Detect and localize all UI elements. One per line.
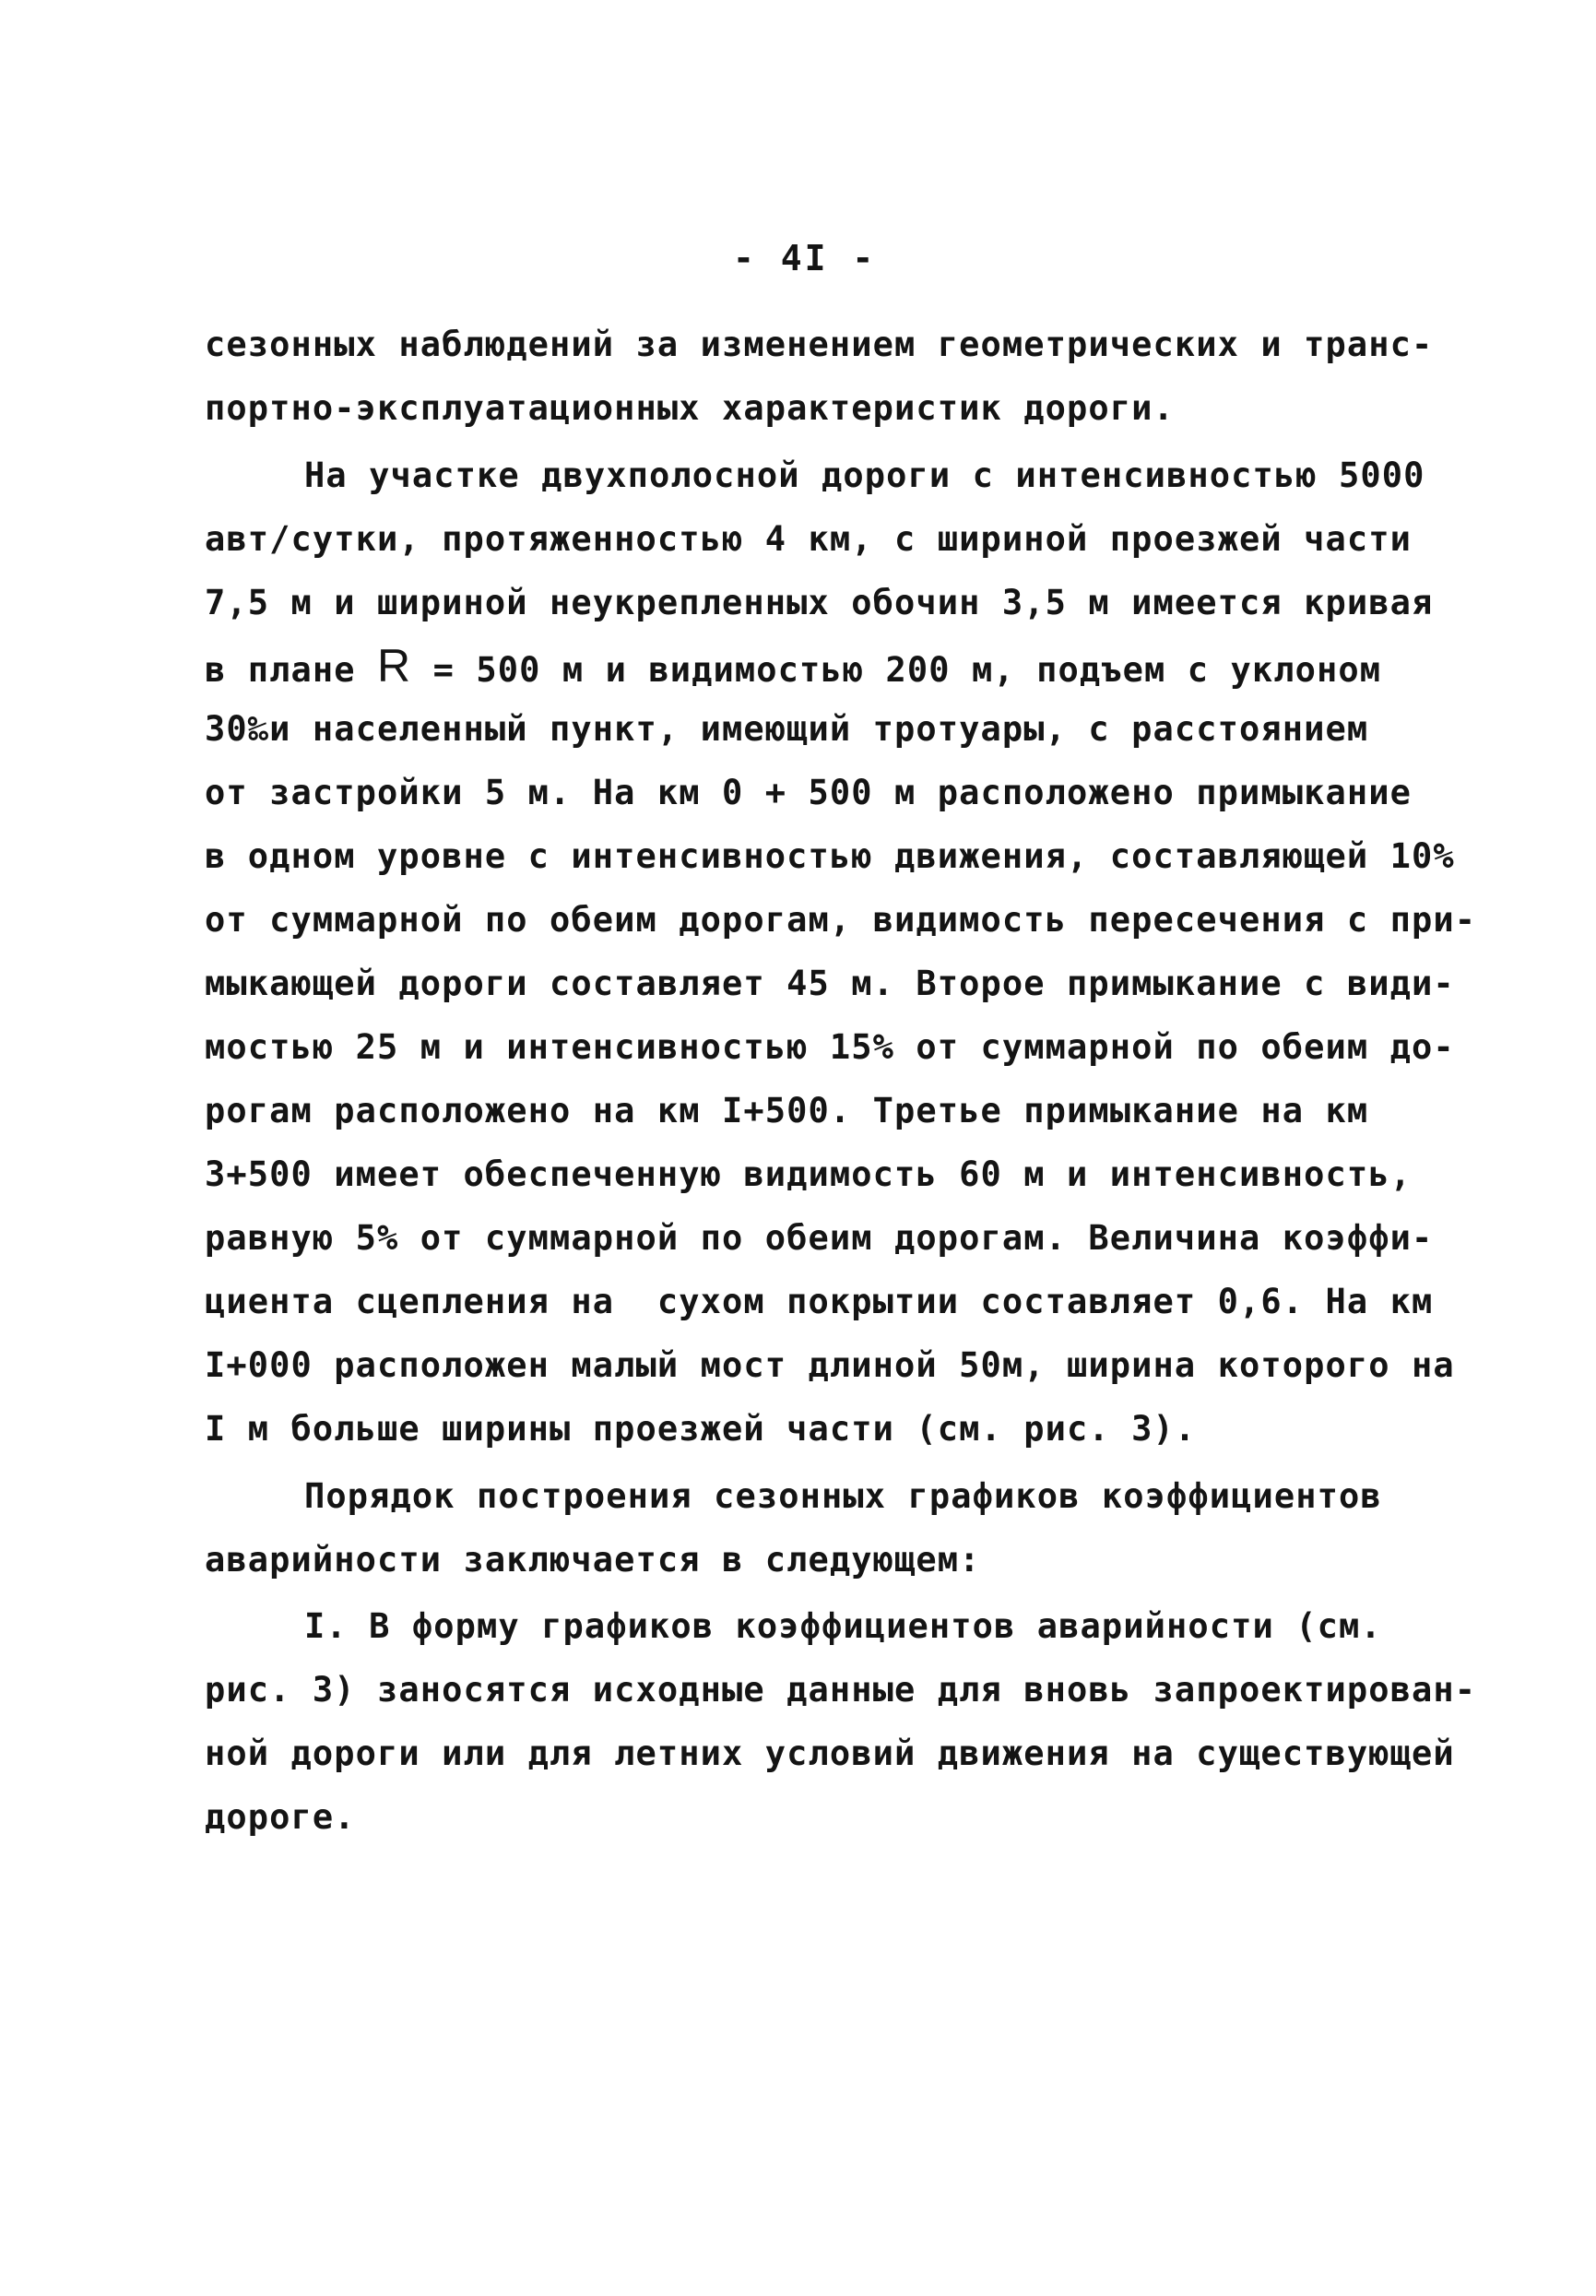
text-segment: = 500 м и видимостью 200 м, подъем с уклоном <box>411 650 1382 690</box>
text-line: портно-эксплуатационных характеристик дороги. <box>205 388 1175 428</box>
text-line: ной дороги или для летних условий движения на существующей <box>205 1734 1455 1773</box>
text-line: I+000 расположен малый мост длиной 50м, ширина которого на <box>205 1345 1455 1385</box>
text-line: дороге. <box>205 1797 356 1837</box>
text-line: I м больше ширины проезжей части (см. рис. 3). <box>205 1409 1197 1449</box>
text-line: мостью 25 м и интенсивностью 15% от суммарной по обеим до- <box>205 1027 1455 1067</box>
text-segment: в плане <box>205 650 378 690</box>
text-line: 30‰и населенный пункт, имеющий тротуары, с расстоянием <box>205 709 1369 749</box>
text-line: сезонных наблюдений за изменением геометрических и транс- <box>205 325 1434 364</box>
radius-symbol: R <box>377 640 412 692</box>
text-line: мыкающей дороги составляет 45 м. Второе примыкание с види- <box>205 964 1455 1003</box>
text-line: рогам расположено на км I+500. Третье примыкание на км <box>205 1091 1369 1130</box>
text-line: 3+500 имеет обеспеченную видимость 60 м и интенсивность, <box>205 1154 1413 1194</box>
page-number: - 4I - <box>733 238 877 278</box>
text-line: в одном уровне с интенсивностью движения, составляющей 10% <box>205 836 1455 876</box>
text-line: рис. 3) заносятся исходные данные для вновь запроектирован- <box>205 1670 1477 1710</box>
text-line: равную 5% от суммарной по обеим дорогам. Величина коэффи- <box>205 1218 1434 1258</box>
text-line: Порядок построения сезонных графиков коэффициентов <box>304 1476 1382 1516</box>
text-line <box>205 640 1382 692</box>
text-line: На участке двухполосной дороги с интенсивностью 5000 <box>304 456 1425 495</box>
text-line: от суммарной по обеим дорогам, видимость пересечения с при- <box>205 900 1477 940</box>
text-line: от застройки 5 м. На км 0 + 500 м расположено примыкание <box>205 773 1413 812</box>
text-line: аварийности заключается в следующем: <box>205 1540 981 1580</box>
text-line: авт/сутки, протяженностью 4 км, с шириной проезжей части <box>205 519 1413 559</box>
text-line: I. В форму графиков коэффициентов аварийности (см. <box>304 1606 1382 1646</box>
text-line: циента сцепления на сухом покрытии составляет 0,6. На км <box>205 1282 1434 1321</box>
text-line: 7,5 м и шириной неукрепленных обочин 3,5 м имеется кривая <box>205 583 1434 622</box>
